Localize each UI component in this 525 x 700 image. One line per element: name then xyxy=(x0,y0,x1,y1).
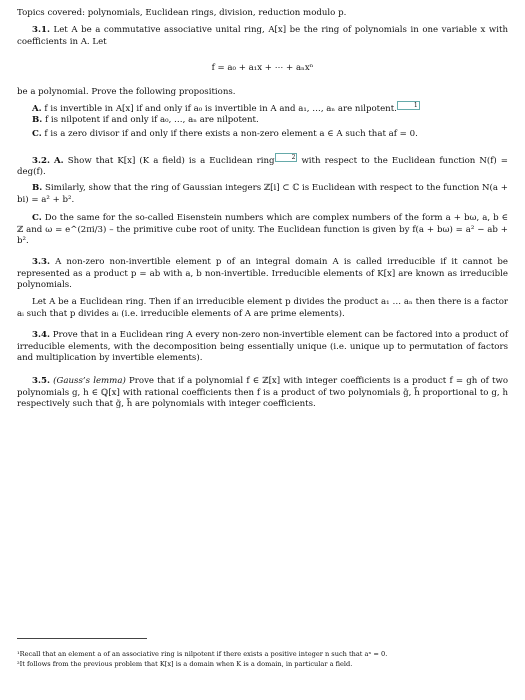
item-text: Show that K[x] (K a field) is a Euclidean ring xyxy=(67,155,275,166)
footnote-link-1[interactable]: 1 xyxy=(397,101,420,110)
item-label: A. xyxy=(54,155,64,166)
item-text: Do the same for the so-called Eisenstein numbers which are complex numbers of the form a + bω, a, b ∈ ℤ and ω = e^(2πi/3) – the primitive cube root of unity. The Euclidean function is given by f(a + bω) = a² − ab + b². xyxy=(17,213,508,247)
problem-text: Let A be a commutative associative unital ring, A[x] be the ring of polynomials in one variable x with coefficients in A. Let xyxy=(17,25,509,47)
problem-number: 3.2. xyxy=(32,155,50,166)
problem-3-2-a xyxy=(17,153,508,179)
item-label: C. xyxy=(32,213,42,223)
problem-text: Prove that if a polynomial f ∈ ℤ[x] with integer coefficients is a product f = gh of two polynomials g, h ∈ ℚ[x] with rational coefficients then f is a product of two polynomials g̃, h̃ proportional to g, h respectively such that g̃, h̃ are polynomials with integer coefficients. xyxy=(17,376,509,410)
problem-text: Prove that in a Euclidean ring A every non-zero non-invertible element can be factored into a product of irreducible elements, with the decomposition being essentially unique (i.e. unique up to permutation of factors and multiplication by invertible elements). xyxy=(17,330,508,364)
item-text: Similarly, show that the ring of Gaussian integers ℤ[i] ⊂ ℂ is Euclidean with respect to the function N(a + bi) = a² + b². xyxy=(17,183,508,205)
polynomial-formula: f = a₀ + a₁x + ⋯ + aₙxⁿ xyxy=(211,63,314,73)
item-text: f is nilpotent if and only if a₀, …, aₙ are nilpotent. xyxy=(45,115,259,125)
problem-number: 3.5. xyxy=(32,376,50,386)
lemma-name: (Gauss’s lemma) xyxy=(53,376,126,386)
problem-3-3 xyxy=(17,257,508,292)
problem-text: A non-zero non-invertible element p of an integral domain A is called irreducible if it cannot be represented as a product p = ab with a, b non-invertible. Irreducible elements of K[x] are known as irreducible polynomials. xyxy=(17,257,509,291)
footnote-1: ¹Recall that an element a of an associative ring is nilpotent if there exists a positive integer n such that aⁿ = 0. xyxy=(17,649,388,658)
problem-number: 3.3. xyxy=(32,257,50,267)
problem-number: 3.4. xyxy=(32,330,50,340)
item-label: C. xyxy=(32,129,42,139)
problem-number: 3.1. xyxy=(32,25,50,35)
footnote-2: ²It follows from the previous problem that K[x] is a domain when K is a domain, in particular a field. xyxy=(17,659,353,668)
problem-3-3-continued: Let A be a Euclidean ring. Then if an irreducible element p divides the product a₁ … aₙ then there is a factor aᵢ such that p divides aᵢ (i.e. irreducible elements of A are prime elements). xyxy=(17,297,508,319)
proposition-c xyxy=(17,129,508,141)
footnote-link-2[interactable]: 2 xyxy=(275,153,298,162)
item-label: B. xyxy=(32,115,43,125)
item-label: A. xyxy=(32,103,42,114)
item-text-2: with respect to the Euclidean function N(f) = deg(f). xyxy=(17,155,508,178)
problem-3-1-prove: be a polynomial. Prove the following propositions. xyxy=(17,87,236,97)
problem-3-2-c xyxy=(17,213,508,248)
item-label: B. xyxy=(32,183,43,193)
proposition-b xyxy=(17,115,508,127)
topics-line: Topics covered: polynomials, Euclidean rings, division, reduction modulo p. xyxy=(17,8,347,18)
problem-3-4 xyxy=(17,330,508,365)
problem-3-5 xyxy=(17,376,508,411)
item-text: f is invertible in A[x] if and only if a₀ is invertible in A and a₁, …, aₙ are nilpotent. xyxy=(44,103,397,114)
problem-3-2-b xyxy=(17,183,508,206)
footnote-divider xyxy=(17,638,147,639)
proposition-a xyxy=(17,101,508,115)
problem-3-1-intro xyxy=(17,25,508,48)
item-text: f is a zero divisor if and only if there exists a non-zero element a ∈ A such that af = 0. xyxy=(44,129,418,139)
